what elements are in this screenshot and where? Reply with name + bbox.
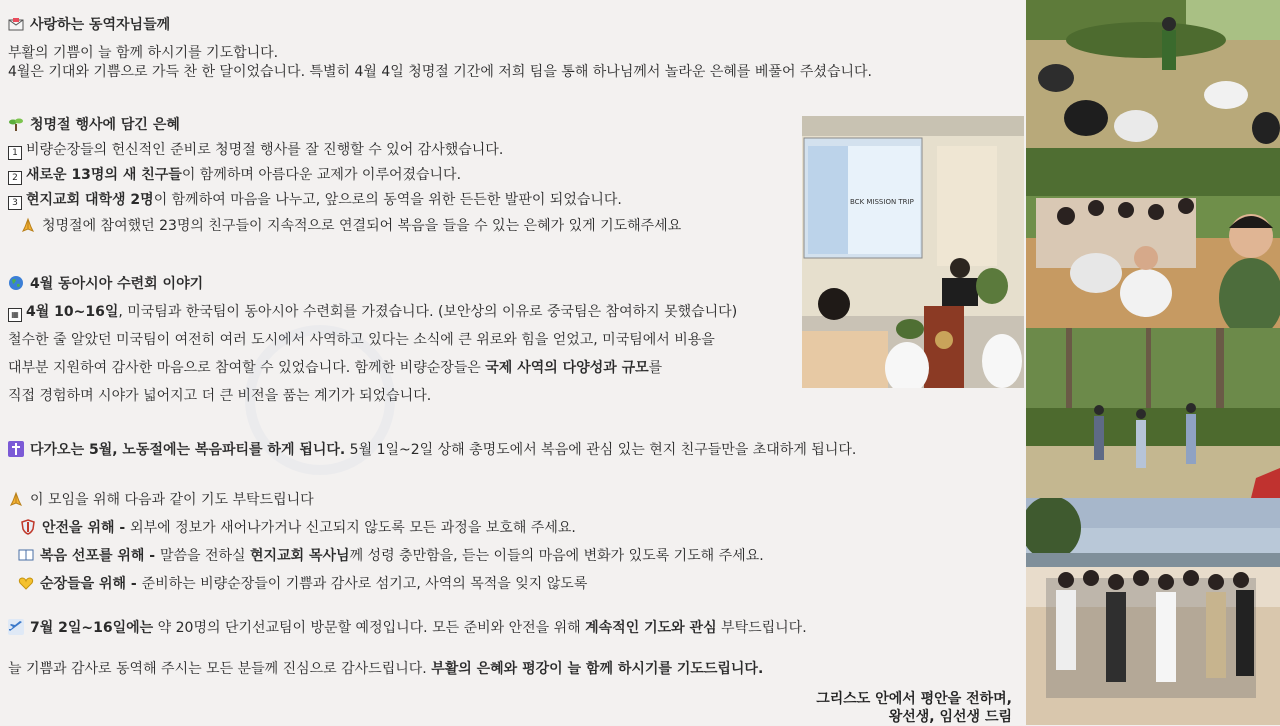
envelope-icon [8, 16, 24, 32]
yellow-heart-icon [18, 575, 34, 591]
beach-group-photo [1026, 498, 1280, 725]
park-game-photo [1026, 328, 1280, 498]
section1-item-2: 2 새로운 13명의 새 친구들이 함께하며 아름다운 교제가 이루어졌습니다. [8, 166, 461, 185]
calendar-icon: ▦ [8, 308, 22, 322]
intro-line-1: 부활의 기쁨이 늘 함께 하시기를 기도합니다. [8, 45, 279, 61]
park-circle-drawing [1026, 0, 1280, 148]
number-3-icon: 3 [8, 196, 22, 210]
section2-line-3: 대부분 지원하여 감사한 마음으로 참여할 수 있었습니다. 함께한 비량순장들은 국제 사역의 다양성과 규모를 [8, 360, 663, 376]
picnic-selfie-photo [1026, 148, 1280, 328]
signature-line-2: 왕선생, 임선생 드림 [888, 709, 1012, 725]
beach-group-drawing [1026, 498, 1280, 725]
picnic-selfie-drawing [1026, 148, 1280, 328]
section1-item-3: 3 현지교회 대학생 2명이 함께하여 마음을 나누고, 앞으로의 동역을 위한 든든한 발판이 되었습니다. [8, 191, 622, 210]
number-1-icon: 1 [8, 146, 22, 160]
section4-title: 이 모임을 위해 다음과 같이 기도 부탁드립니다 [8, 491, 314, 509]
greeting-title: 사랑하는 동역자님들께 [8, 16, 170, 34]
praying-hands-icon [20, 217, 36, 233]
presentation-photo [802, 116, 1024, 388]
globe-icon [8, 275, 24, 291]
prayer-leaders: 순장들을 위해 - 준비하는 비량순장들이 기쁨과 감사로 섬기고, 사역의 목적을 잊지 않도록 [18, 575, 587, 593]
projector-text: BCK MISSION TRIP [850, 198, 914, 206]
sprout-icon [8, 116, 24, 132]
section1-item-1: 1 비량순장들의 헌신적인 준비로 청명절 행사를 잘 진행할 수 있어 감사했습니다. [8, 141, 503, 160]
section5-line: 7월 2일~16일에는 약 20명의 단기선교팀이 방문할 예정입니다. 모든 준비와 안전을 위해 계속적인 기도와 관심 부탁드립니다. [8, 619, 807, 637]
book-icon [18, 547, 34, 563]
section1-prayer: 청명절에 참여했던 23명의 친구들이 지속적으로 연결되어 복음을 들을 수 있는 은혜가 있게 기도해주세요 [20, 217, 681, 235]
signature-line-1: 그리스도 안에서 평안을 전하며, [816, 691, 1012, 707]
prayer-safety: 안전을 위해 - 외부에 정보가 새어나가거나 신고되지 않도록 모든 과정을 보호해 주세요. [20, 519, 576, 537]
section3-line: 다가오는 5월, 노동절에는 복음파티를 하게 됩니다. 5월 1일~2일 상해 총명도에서 복음에 관심 있는 현지 친구들만을 초대하게 됩니다. [8, 441, 856, 459]
section1-title: 청명절 행사에 담긴 은혜 [8, 116, 180, 134]
intro-line-2: 4월은 기대와 기쁨으로 가득 찬 한 달이었습니다. 특별히 4월 4일 청명절 기간에 저희 팀을 통해 하나님께서 놀라운 은혜를 베풀어 주셨습니다. [8, 64, 872, 80]
section2-title: 4월 동아시아 수련회 이야기 [8, 275, 203, 293]
presentation-photo-drawing [802, 116, 1024, 388]
praying-hands-icon [8, 491, 24, 507]
section2-line-1: ▦ 4월 10~16일, 미국팀과 한국팀이 동아시아 수련회를 가졌습니다. (보안상의 이유로 중국팀은 참여하지 못했습니다) [8, 303, 737, 322]
section2-line-4: 직접 경험하며 시야가 넓어지고 더 큰 비전을 품는 계기가 되었습니다. [8, 388, 432, 404]
number-2-icon: 2 [8, 171, 22, 185]
park-circle-photo [1026, 0, 1280, 148]
shield-icon [20, 519, 36, 535]
closing-line: 늘 기쁨과 감사로 동역해 주시는 모든 분들께 진심으로 감사드립니다. 부활의 은혜와 평강이 늘 함께 하시기를 기도드립니다. [8, 661, 764, 677]
section2-line-2: 철수한 줄 알았던 미국팀이 여전히 여러 도시에서 사역하고 있다는 소식에 큰 위로와 힘을 얻었고, 미국팀에서 비용을 [8, 332, 715, 348]
park-game-drawing [1026, 328, 1280, 498]
airplane-icon [8, 619, 24, 635]
cross-icon [8, 441, 24, 457]
prayer-gospel: 복음 선포를 위해 - 말씀을 전하실 현지교회 목사님께 성령 충만함을, 듣는 이들의 마음에 변화가 있도록 기도해 주세요. [18, 547, 764, 565]
